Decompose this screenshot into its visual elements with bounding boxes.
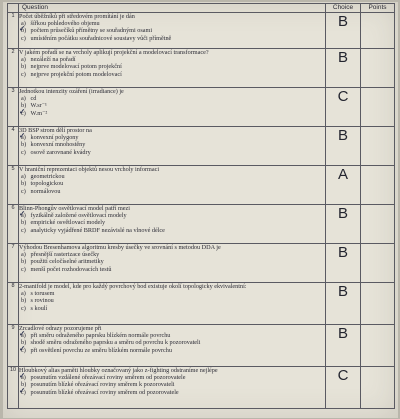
question-text: V hraniční reprezentaci objektů nesou vrcholy informaci [19, 166, 160, 173]
option-letter: c) [21, 304, 26, 312]
option-text: shodě směru odraženého paprsku a směru od povrchu k pozorovateli [30, 339, 201, 347]
points-cell [361, 88, 395, 127]
points-cell [361, 49, 395, 88]
answer-option [19, 71, 325, 78]
option-text: menší počet rozhodovacích testů [30, 265, 112, 273]
option-letter: c) [21, 187, 26, 195]
option-text: umístěním počátku souřadnicové soustavy vůči přímětně [30, 34, 172, 42]
question-text: Zrcadlové odrazy pozorujeme při [19, 325, 102, 332]
option-letter: c) ✓ [21, 110, 29, 117]
question-text: 2-manifold je model, kde pro každý povrchový bod existuje okolí topologicky ekvivalentní: [19, 283, 247, 290]
option-letter: b) [21, 141, 27, 149]
question-row [8, 49, 395, 88]
option-letter: c) [21, 265, 26, 273]
header-choice: Choice [326, 4, 361, 13]
question-cell [19, 49, 326, 88]
answer-option [19, 35, 325, 42]
handwritten-answer: B [326, 283, 361, 325]
answer-option [19, 389, 325, 396]
option-letter: a) [21, 95, 26, 103]
question-number: 7 [8, 244, 19, 283]
question-cell [19, 205, 326, 244]
option-letter: a) [21, 290, 26, 298]
option-text: posunutím blízké ořezávací roviny směrem k pozorovateli [30, 381, 175, 389]
header-question: Question [19, 4, 326, 13]
option-letter: a) [21, 173, 26, 181]
points-cell [361, 13, 395, 49]
question-cell [19, 88, 326, 127]
option-text: s rovinou [30, 297, 54, 305]
option-letter: b) [21, 297, 27, 305]
option-text: geometrickou [30, 173, 65, 181]
answer-option [19, 251, 325, 258]
question-text: Hloubkový alias paměti hloubky označovaný jako z-fighting odstraníme nejlépe [19, 367, 218, 374]
option-letter: a) ✓ [21, 374, 29, 381]
question-row [8, 244, 395, 283]
option-letter: a) [21, 20, 26, 28]
option-letter: a) [21, 251, 26, 259]
header-row [8, 4, 395, 13]
points-cell [361, 244, 395, 283]
handwritten-answer: B [326, 244, 361, 283]
question-row [8, 13, 395, 49]
option-text: při směru odraženého paprsku blízkém normále povrchu [30, 332, 171, 340]
option-letter: a) ✓ [21, 134, 29, 141]
question-text: V jakém pořadí se na vrcholy aplikují projekční a modelovací transformace? [19, 49, 209, 56]
answer-option [19, 27, 325, 34]
answer-option [19, 290, 325, 297]
question-number: 4 [8, 127, 19, 166]
answer-option [19, 219, 325, 226]
question-text: 3D BSP strom dělí prostor na [19, 127, 92, 134]
answer-option [19, 173, 325, 180]
exam-sheet [3, 2, 398, 418]
answer-option [19, 56, 325, 63]
option-letter: b) [21, 339, 27, 347]
answer-option [19, 339, 325, 346]
option-text: posunutím vzdálené ořezávací roviny směrem od pozorovatele [30, 374, 186, 382]
option-letter: b) [21, 63, 27, 71]
question-row [8, 166, 395, 205]
answer-option [19, 381, 325, 388]
option-letter: b) [21, 102, 27, 110]
option-text: počtem průsečíků přímětny se souřadnými osami [30, 27, 153, 35]
answer-option [19, 212, 325, 219]
answer-option [19, 95, 325, 102]
answer-option [19, 149, 325, 156]
option-text: fyzikálně založené osvětlovací modely [30, 212, 127, 220]
option-letter: a) [21, 56, 26, 64]
answer-option [19, 188, 325, 195]
option-text: šířkou pohledového objemu [30, 20, 100, 28]
answer-option [19, 110, 325, 117]
answer-option [19, 305, 325, 312]
option-text: nejprve projekční potom modelovací [30, 70, 122, 78]
question-text: Jednotkou intenzity ozáření (irradiance) je [19, 88, 124, 95]
handwritten-answer: B [326, 49, 361, 88]
question-row [8, 367, 395, 409]
option-text: nezáleží na pořadí [30, 56, 76, 64]
question-row [8, 325, 395, 367]
option-letter: b) [21, 180, 27, 188]
question-row [8, 88, 395, 127]
answer-option [19, 258, 325, 265]
points-cell [361, 325, 395, 367]
answer-option [19, 141, 325, 148]
question-number: 8 [8, 283, 19, 325]
answer-option [19, 347, 325, 354]
option-letter: c) ✓ [21, 389, 29, 396]
question-cell [19, 367, 326, 409]
answer-option [19, 102, 325, 109]
option-text: použití celočíselné aritmetiky [30, 258, 104, 266]
header-num [8, 4, 19, 13]
question-number: 1 [8, 13, 19, 49]
option-text: W.sr⁻¹ [30, 102, 47, 110]
option-letter: c) [21, 148, 26, 156]
option-text: topologickou [30, 180, 64, 188]
question-number: 3 [8, 88, 19, 127]
option-letter: b) [21, 381, 27, 389]
option-letter: c) [21, 226, 26, 234]
option-text: nejprve modelovací potom projekční [30, 63, 122, 71]
answer-option [19, 20, 325, 27]
handwritten-answer: C [326, 88, 361, 127]
question-row [8, 205, 395, 244]
option-text: analyticky vyjádřené BRDF nezávislé na vlnové délce [30, 226, 165, 234]
handwritten-answer: B [326, 205, 361, 244]
question-text: Blinn-Phongův osvětlovací model patří mezi [19, 205, 131, 212]
option-text: empirické osvětlovací modely [30, 219, 106, 227]
option-text: cd [30, 95, 37, 103]
answer-option [19, 134, 325, 141]
option-text: osově zarovnané kvádry [30, 148, 91, 156]
option-text: s torusem [30, 290, 55, 298]
question-number: 5 [8, 166, 19, 205]
option-text: konvexní polygony [30, 134, 79, 142]
question-number: 2 [8, 49, 19, 88]
option-letter: a) ✓ [21, 212, 29, 219]
option-text: konvexní mnohostěny [30, 141, 86, 149]
answer-option [19, 332, 325, 339]
option-letter: b) [21, 258, 27, 266]
points-cell [361, 283, 395, 325]
option-letter: b) [21, 219, 27, 227]
question-number: 6 [8, 205, 19, 244]
header-points: Points [361, 4, 395, 13]
handwritten-answer: A [326, 166, 361, 205]
option-letter: a) ✓ [21, 332, 29, 339]
answer-option [19, 297, 325, 304]
option-letter: c) ✓ [21, 347, 29, 354]
answer-option [19, 266, 325, 273]
question-row [8, 283, 395, 325]
handwritten-answer: B [326, 127, 361, 166]
question-cell [19, 283, 326, 325]
answer-option [19, 227, 325, 234]
option-text: normálovou [30, 187, 61, 195]
option-text: W.m⁻² [30, 109, 48, 117]
question-cell [19, 13, 326, 49]
option-text: přesnější rasterizace úsečky [30, 251, 100, 259]
answer-option [19, 63, 325, 70]
points-cell [361, 127, 395, 166]
question-cell [19, 325, 326, 367]
points-cell [361, 367, 395, 409]
question-row [8, 127, 395, 166]
points-cell [361, 205, 395, 244]
question-cell [19, 166, 326, 205]
points-cell [361, 166, 395, 205]
option-text: s koulí [30, 304, 48, 312]
question-number: 9 [8, 325, 19, 367]
handwritten-answer: B [326, 13, 361, 49]
question-cell [19, 127, 326, 166]
question-text: Počet úběžníků při středovém promítání je dán [19, 13, 135, 20]
question-text: Výhodou Bresenhamova algoritmu kresby úsečky ve srovnání s metodou DDA je [19, 244, 221, 251]
question-number: 10 [8, 367, 19, 409]
answer-option [19, 180, 325, 187]
exam-table [7, 3, 395, 409]
question-cell [19, 244, 326, 283]
handwritten-answer: C [326, 367, 361, 409]
answer-option [19, 374, 325, 381]
option-letter: c) [21, 70, 26, 78]
option-letter: c) [21, 34, 26, 42]
option-letter: b) ✓ [21, 27, 29, 34]
handwritten-answer: B [326, 325, 361, 367]
option-text: posunutím blízké ořezávací roviny směrem od pozorovatele [30, 388, 179, 396]
option-text: při osvětlení povrchu ze směru blízkém normále povrchu [30, 346, 172, 354]
